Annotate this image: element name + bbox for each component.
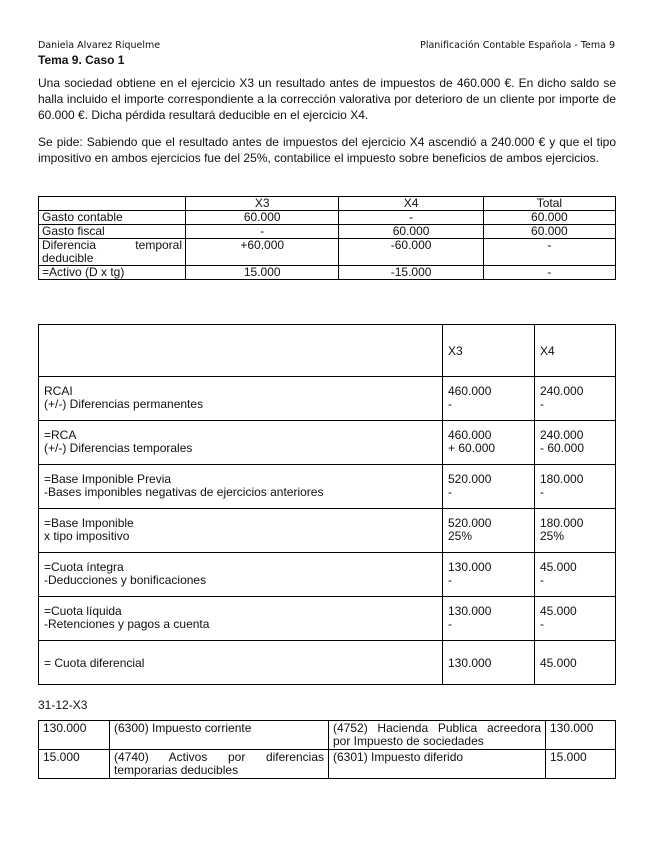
row-label [39, 553, 443, 597]
label-line: -Deducciones y bonificaciones [44, 573, 207, 587]
label-line: =Base Imponible [44, 516, 134, 530]
journal-date: 31-12-X3 [38, 698, 88, 712]
value-line: 130.000 [448, 604, 492, 618]
header-cell: X3 [443, 325, 535, 377]
table-row [39, 421, 616, 465]
value-line: - [448, 485, 452, 499]
tax-calculation-table [38, 324, 616, 685]
value-line: - [448, 397, 452, 411]
table-row [39, 377, 616, 421]
label-line: x tipo impositivo [44, 529, 130, 543]
value-line: 45.000 [540, 560, 577, 574]
journal-row [39, 750, 616, 779]
credit-amount: 130.000 [546, 721, 616, 750]
x3-cell [443, 421, 535, 465]
debit-amount: 130.000 [39, 721, 110, 750]
row-label [39, 465, 443, 509]
label-line: RCAI [44, 384, 73, 398]
header-cell: Total [483, 197, 615, 211]
label-line: (+/-) Diferencias permanentes [44, 397, 204, 411]
x4-cell [535, 421, 616, 465]
value-line: - [540, 573, 544, 587]
temporary-difference-table [38, 196, 616, 280]
table-row [39, 211, 616, 225]
row-label: Gasto fiscal [39, 225, 186, 239]
label-line: =Base Imponible Previa [44, 472, 172, 486]
label-line: (+/-) Diferencias temporales [44, 441, 193, 455]
cell-value: 60.000 [483, 211, 615, 225]
value-line: 180.000 [540, 472, 584, 486]
debit-account: (6300) Impuesto corriente [110, 721, 329, 750]
value-line: 180.000 [540, 516, 584, 530]
cell-value: -15.000 [339, 266, 483, 280]
label-line: =Cuota líquida [44, 604, 122, 618]
x4-cell [535, 597, 616, 641]
value-line: 25% [540, 529, 565, 543]
value-line: 460.000 [448, 428, 492, 442]
credit-account: (4752) Hacienda Publica acreedora por Impuesto de sociedades [329, 721, 546, 750]
value-line: 240.000 [540, 428, 584, 442]
table-row [39, 465, 616, 509]
header-cell: X4 [535, 325, 616, 377]
value-line: - [540, 485, 544, 499]
x4-cell [535, 553, 616, 597]
table-row [39, 509, 616, 553]
row-label [39, 377, 443, 421]
row-label [39, 421, 443, 465]
cell-value: 15.000 [186, 266, 339, 280]
value-line: 130.000 [448, 560, 492, 574]
header-cell: X3 [186, 197, 339, 211]
value-line: 45.000 [540, 604, 577, 618]
row-label [39, 597, 443, 641]
value-line: 520.000 [448, 472, 492, 486]
x3-cell [443, 465, 535, 509]
statement-paragraph: Una sociedad obtiene en el ejercicio X3 un resultado antes de impuestos de 460.000 €. En dicho saldo se halla incluido el importe correspondiente a la corrección valorativa por deterioro de un cliente por importe de 60.000 €. Dicha pérdida resultará deducible en el ejercicio X4. [38, 76, 616, 122]
table-row [39, 266, 616, 280]
table-row [39, 641, 616, 685]
credit-account: (6301) Impuesto diferido [329, 750, 546, 779]
debit-amount: 15.000 [39, 750, 110, 779]
value-line: + 60.000 [448, 441, 496, 455]
value-line: 520.000 [448, 516, 492, 530]
value-line: - [448, 573, 452, 587]
table-row [39, 597, 616, 641]
cell-value: - [483, 239, 615, 266]
value-line: 460.000 [448, 384, 492, 398]
question-paragraph: Se pide: Sabiendo que el resultado antes de impuestos del ejercicio X4 ascendió a 240.000 € y que el tipo impositivo en ambos ejercicios fue del 25%, contabilice el impuesto sobre beneficios de ambos ejercicios. [38, 135, 616, 165]
x4-cell [535, 509, 616, 553]
credit-amount: 15.000 [546, 750, 616, 779]
row-label: Gasto contable [39, 211, 186, 225]
header-author: Daniela Alvarez Riquelme [38, 40, 161, 51]
value-line: - [540, 397, 544, 411]
cell-value: - [186, 225, 339, 239]
header-course: Planificación Contable Española - Tema 9 [420, 40, 615, 51]
value-line: - 60.000 [540, 441, 585, 455]
label-line: -Retenciones y pagos a cuenta [44, 617, 210, 631]
x3-cell [443, 509, 535, 553]
value-line: - [540, 617, 544, 631]
cell-value: - [483, 266, 615, 280]
row-label: = Cuota diferencial [39, 641, 443, 685]
x4-cell: 45.000 [535, 641, 616, 685]
x4-cell [535, 465, 616, 509]
table-row [39, 225, 616, 239]
x4-cell [535, 377, 616, 421]
value-line: - [448, 617, 452, 631]
label-line: =RCA [44, 428, 77, 442]
row-label [39, 509, 443, 553]
table-header-row [39, 325, 616, 377]
cell-value: 60.000 [483, 225, 615, 239]
cell-value: 60.000 [186, 211, 339, 225]
table-header-row [39, 197, 616, 211]
cell-value: 60.000 [339, 225, 483, 239]
journal-row [39, 721, 616, 750]
table-row [39, 239, 616, 266]
x3-cell [443, 377, 535, 421]
row-label: Diferencia temporal deducible [39, 239, 186, 266]
cell-value: - [339, 211, 483, 225]
label-line: -Bases imponibles negativas de ejercicios anteriores [44, 485, 324, 499]
x3-cell: 130.000 [443, 641, 535, 685]
x3-cell [443, 553, 535, 597]
value-line: 25% [448, 529, 473, 543]
cell-value: +60.000 [186, 239, 339, 266]
cell-value: -60.000 [339, 239, 483, 266]
value-line: 240.000 [540, 384, 584, 398]
page-header [38, 40, 615, 51]
header-cell: X4 [339, 197, 483, 211]
header-cell [39, 325, 443, 377]
row-label: =Activo (D x tg) [39, 266, 186, 280]
header-cell [39, 197, 186, 211]
page-title: Tema 9. Caso 1 [38, 53, 125, 67]
journal-entry-table [38, 720, 616, 779]
label-line: =Cuota íntegra [44, 560, 124, 574]
debit-account: (4740) Activos por diferencias temporarias deducibles [110, 750, 329, 779]
table-row [39, 553, 616, 597]
x3-cell [443, 597, 535, 641]
